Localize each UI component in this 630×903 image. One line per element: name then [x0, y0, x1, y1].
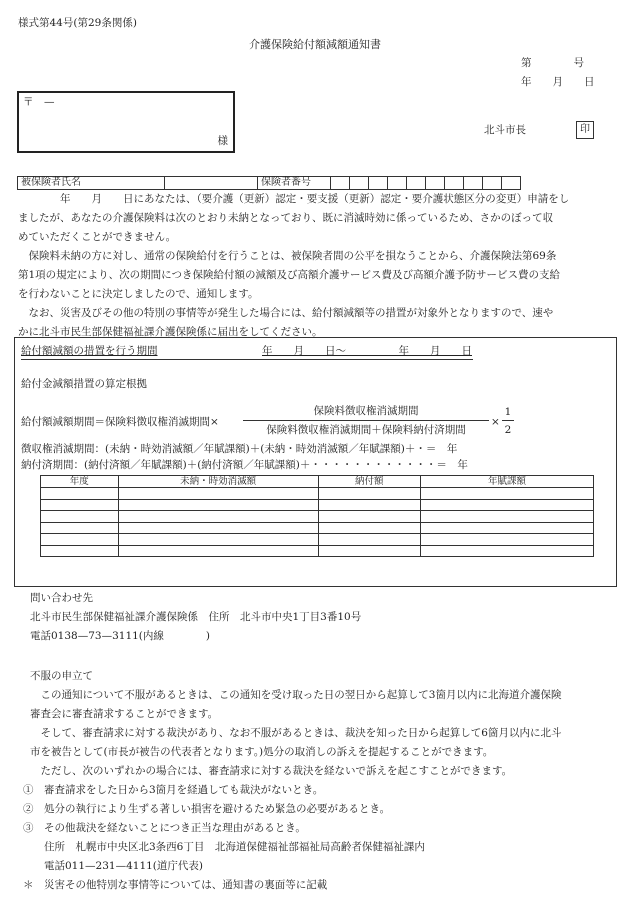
table-row: [41, 522, 594, 534]
contact-heading: 問い合わせ先: [30, 592, 93, 604]
body-line: 年 月 日にあなたは、（要介護（更新）認定・要支援（更新）認定・要介護状態区分の変更）申請をし: [18, 193, 570, 205]
body-line: ましたが、あなたの介護保険料は次のとおり未納となっており、既に消滅時効に係っているため、さかのぼって収: [18, 212, 554, 224]
period-value: 年 月 日～ 年 月 日: [262, 345, 472, 357]
footnote: ＊ 災害その他特別な事情等については、通知書の裏面等に記載: [23, 879, 328, 891]
table-header: 未納・時効消滅額: [118, 476, 318, 488]
condition-item: ② 処分の執行により生ずる著しい損害を避けるため緊急の必要があるとき。: [23, 803, 391, 815]
fraction-bar: [243, 420, 489, 421]
table-row: [41, 488, 594, 500]
condition-item: ① 審査請求をした日から3箇月を経過しても裁決がないとき。: [23, 784, 324, 796]
table-row: [41, 511, 594, 523]
appeal-conditions: [23, 781, 622, 895]
insurer-number-label: 保険者番号: [258, 177, 331, 190]
table-header: 年賦課額: [421, 476, 594, 488]
table-header: 年度: [41, 476, 119, 488]
digit-cell: [350, 177, 369, 190]
digit-cell: [464, 177, 483, 190]
document-title: 介護保険給付額減額通知書: [249, 38, 381, 51]
digit-cell: [331, 177, 350, 190]
paid-period-formula: 納付済期間：(納付済額／年賦課額)＋(納付済額／年賦課額)＋・・・・・・・・・・・・＝ 年: [21, 459, 468, 471]
addressee-honorific: 様: [217, 135, 228, 148]
review-phone: 電話011—231—4111(道庁代表): [23, 860, 203, 872]
digit-cell: [369, 177, 388, 190]
period-label: 給付額減額の措置を行う期間: [21, 345, 158, 357]
insured-name-label: 被保険者氏名: [18, 177, 165, 190]
appeal-line: そして、審査請求に対する裁決があり、なお不服があるときは、裁決を知った日から起算して6箇月以内に北斗: [30, 727, 562, 739]
document-number: 第 号: [521, 57, 584, 69]
address-box: [17, 91, 235, 153]
times-sign: ×: [491, 416, 500, 428]
appeal-line: 審査会に審査請求することができます。: [30, 708, 219, 720]
table-row: [41, 534, 594, 546]
table-row: [41, 499, 594, 511]
digit-cell: [407, 177, 426, 190]
appeal-body: [30, 686, 622, 781]
digit-cell: [388, 177, 407, 190]
contact-phone: 電話0138—73—3111(内線 ): [30, 630, 210, 642]
fraction-numerator: 保険料徴収権消滅期間: [313, 405, 419, 417]
insured-table: [17, 176, 521, 190]
form-number: 様式第44号(第29条関係): [18, 17, 137, 29]
body-line: なお、災害及びその他の特別の事情等が発生した場合には、給付額減額等の措置が対象外となりますので、速や: [18, 307, 554, 319]
postal-mark: 〒 —: [23, 96, 55, 108]
table-header: 納付額: [318, 476, 420, 488]
digit-cell: [483, 177, 502, 190]
digit-cell: [445, 177, 464, 190]
fraction-denominator: 保険料徴収権消滅期間＋保険料納付済期間: [266, 424, 466, 436]
notice-body: [18, 190, 622, 342]
basis-label: 給付金減額措置の算定根拠: [21, 378, 147, 390]
body-line: かに北斗市民生部保健福祉課介護保険係に届出をしてください。: [18, 326, 323, 338]
half-bar: [502, 420, 514, 421]
body-line: を行わないことに決定しましたので、通知します。: [18, 288, 259, 300]
appeal-heading: 不服の申立て: [30, 670, 93, 682]
mayor-title: 北斗市長: [484, 124, 526, 136]
collection-period-formula: 徴収権消滅期間：(未納・時効消滅額／年賦課額)＋(未納・時効消滅額／年賦課額)＋・＝ 年: [21, 443, 458, 455]
period-underline: [21, 359, 473, 360]
payment-table: [40, 475, 594, 557]
appeal-line: 市を被告として(市長が被告の代表者となります。)処分の取消しの訴えを提起することができます。: [30, 746, 494, 758]
appeal-line: この通知について不服があるときは、この通知を受け取った日の翌日から起算して3箇月以内に北海道介護保険: [30, 689, 562, 701]
contact-office: 北斗市民生部保健福祉課介護保険係 住所 北斗市中央1丁目3番10号: [30, 611, 362, 623]
insured-name-value: [165, 177, 258, 190]
body-line: 第1項の規定により、次の期間につき保険給付額の減額及び高額介護サービス費及び高額介護予防サービス費の支給: [18, 269, 560, 281]
body-line: めていただくことができません。: [18, 231, 177, 243]
seal-stamp: 印: [576, 121, 594, 139]
digit-cell: [502, 177, 521, 190]
body-line: 保険料未納の方に対し、通常の保険給付を行うことは、被保険者間の公平を損なうことから、介護保険法第69条: [18, 250, 557, 262]
digit-cell: [426, 177, 445, 190]
table-row: [41, 545, 594, 557]
half-denominator: 2: [504, 424, 512, 436]
half-numerator: 1: [504, 406, 512, 418]
formula-left: 給付額減額期間＝保険料徴収権消滅期間×: [21, 416, 219, 428]
appeal-line: ただし、次のいずれかの場合には、審査請求に対する裁決を経ないで訴えを起こすことができます。: [30, 765, 513, 777]
document-date: 年 月 日: [521, 76, 595, 88]
review-address: 住所 札幌市中央区北3条西6丁目 北海道保健福祉部福祉局高齢者保健福祉課内: [23, 841, 425, 853]
calculation-box: [14, 337, 617, 587]
condition-item: ③ その他裁決を経ないことにつき正当な理由があるとき。: [23, 822, 306, 834]
